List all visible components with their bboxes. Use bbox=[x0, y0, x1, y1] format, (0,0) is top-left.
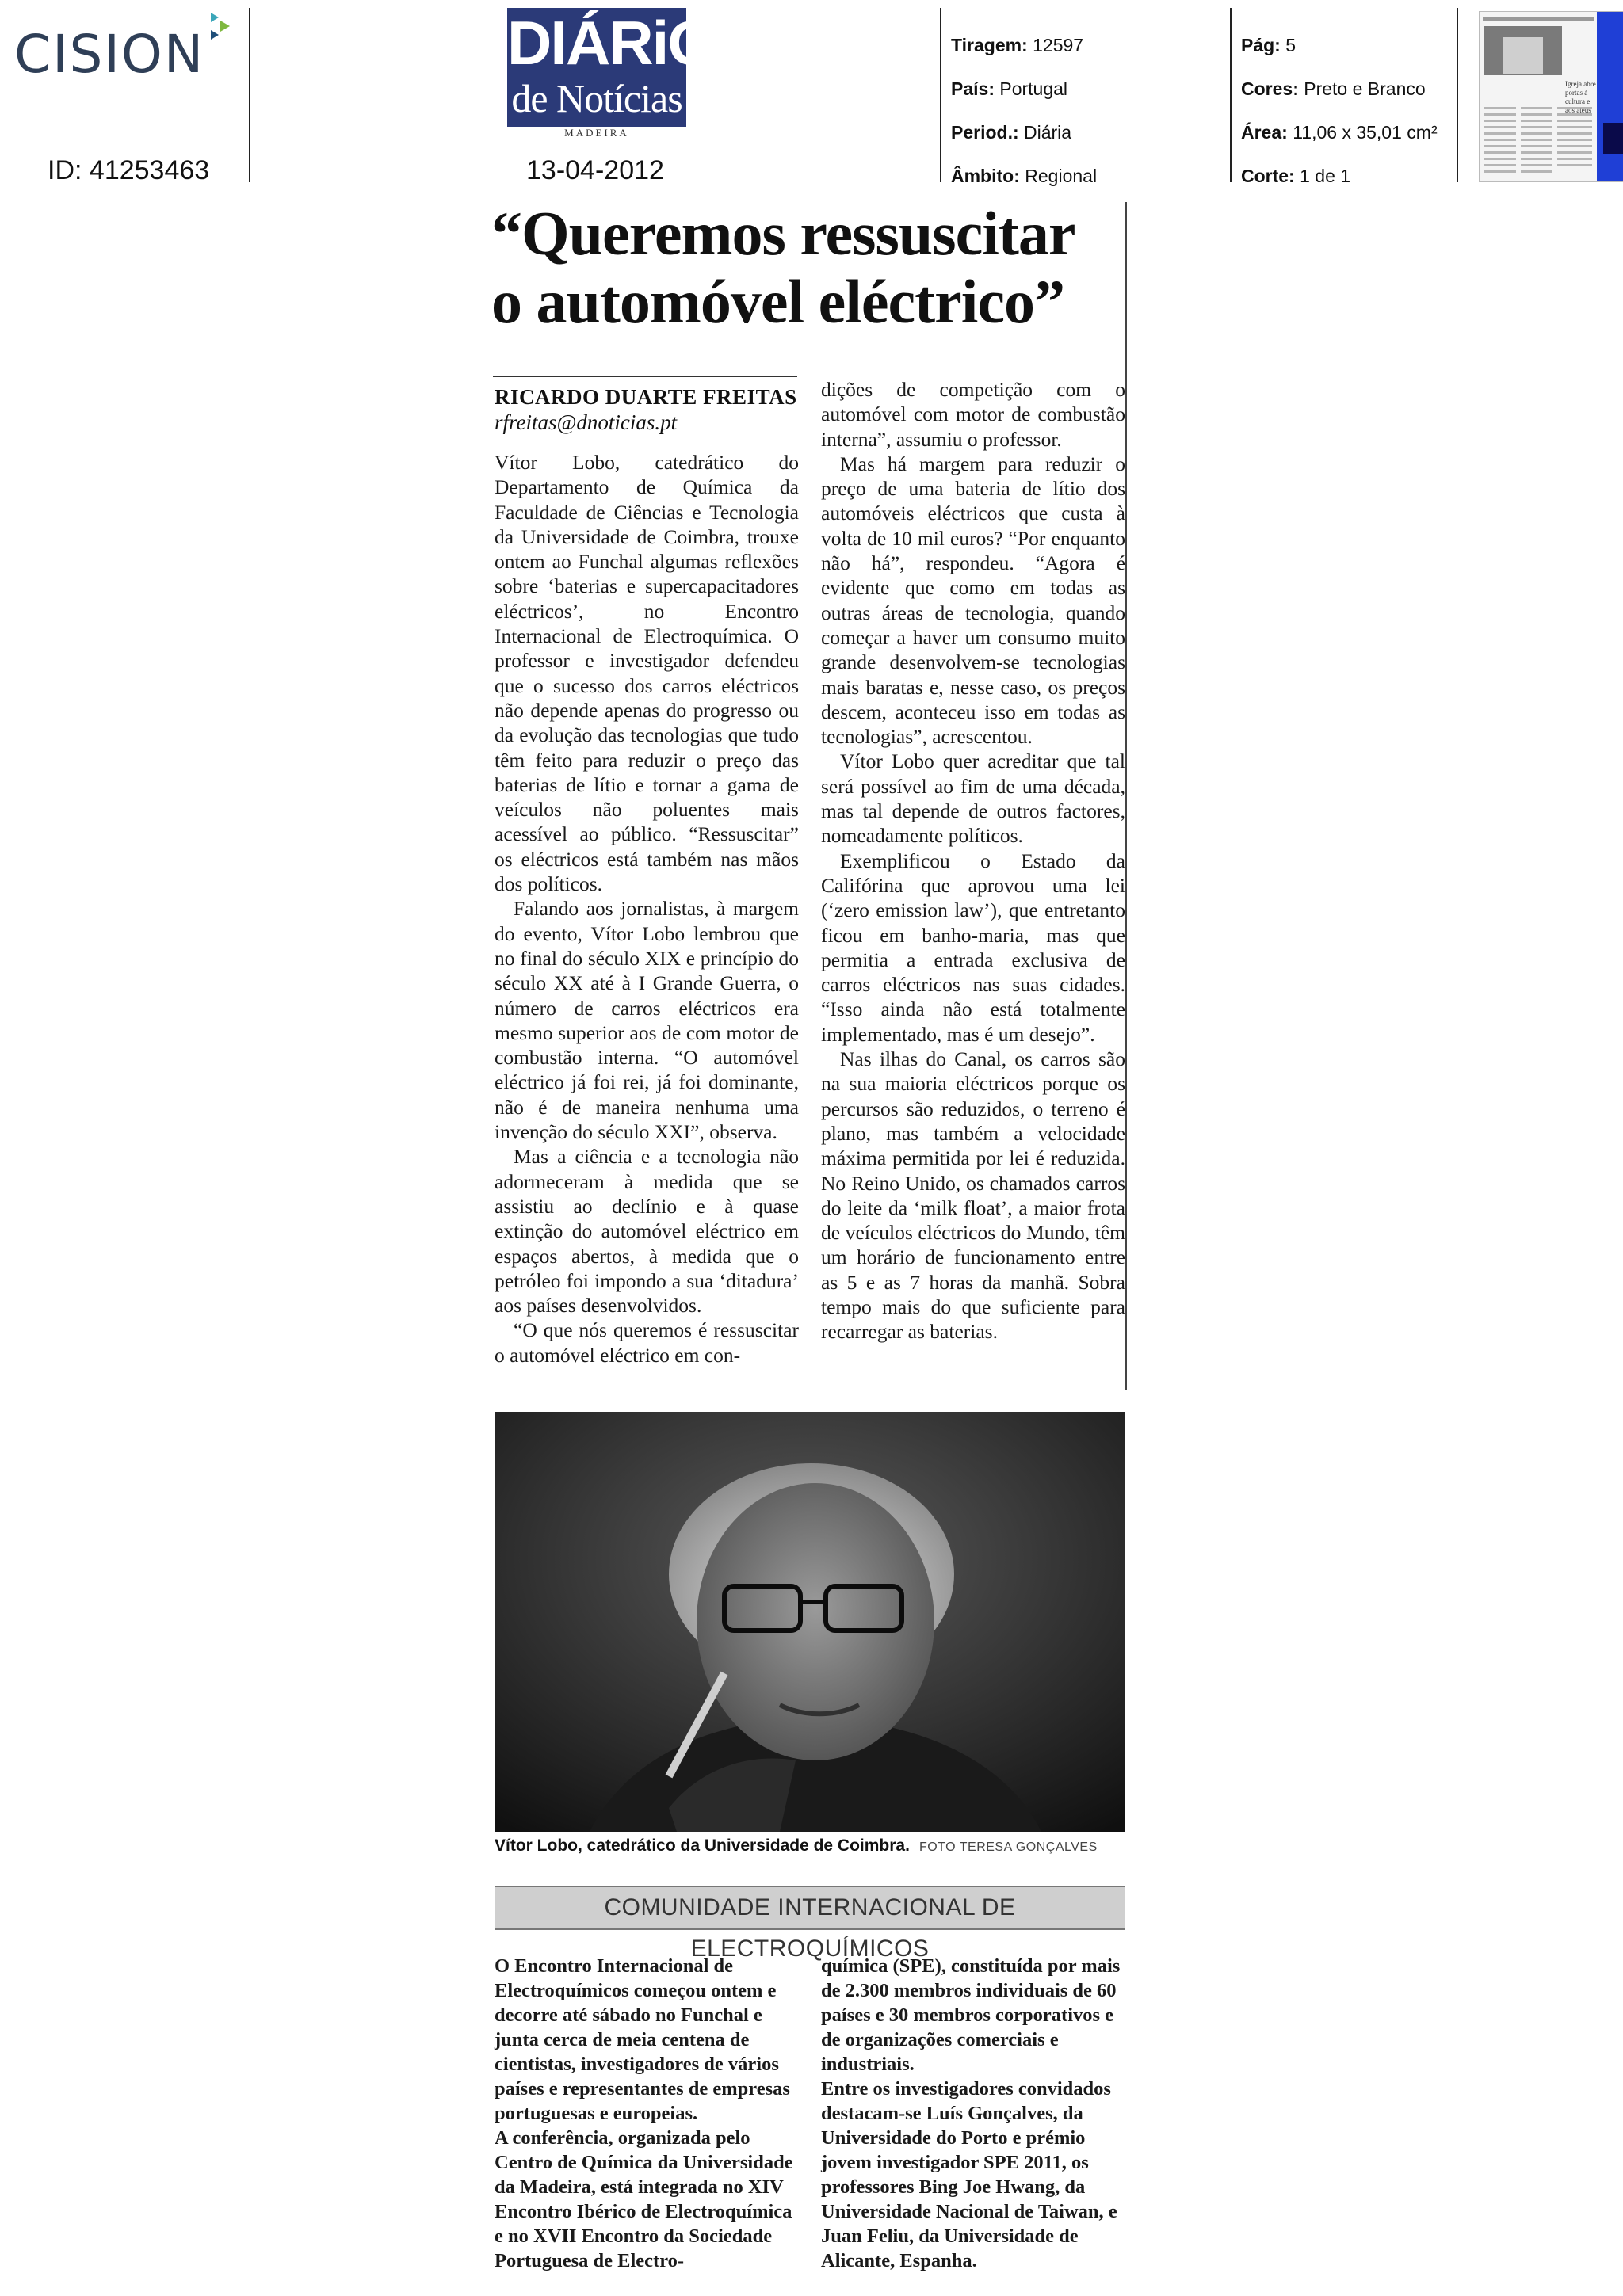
paragraph: Exemplificou o Estado da Califórina que aprovou uma lei (‘zero emission law’), que entretanto ficou em banho-maria, mas que permitia a entrada exclusiva de carros eléctricos nas suas cidades. “Isso ainda não está totalmente implementado, mas é um desejo”. bbox=[821, 849, 1125, 1046]
meta-pais: País: Portugal bbox=[951, 78, 1068, 99]
box-column-1 bbox=[495, 1954, 799, 2273]
newspaper-logo: DIÁRiO de Notícias bbox=[507, 8, 686, 127]
paragraph: “O que nós queremos é ressuscitar o automóvel eléctrico em con- bbox=[495, 1318, 799, 1367]
byline: RICARDO DUARTE FREITAS bbox=[495, 385, 797, 409]
paragraph: Mas a ciência e a tecnologia não adormeceram à medida que se assistiu ao declínio e à quase extinção do automóvel eléctrico em espaços abertos, à medida que o petróleo foi impondo a sua ‘ditadura’ aos países desenvolvidos. bbox=[495, 1145, 799, 1318]
author-email: rfreitas@dnoticias.pt bbox=[495, 410, 678, 434]
meta-area: Área: 11,06 x 35,01 cm² bbox=[1241, 122, 1438, 143]
photo-caption: Vítor Lobo, catedrático da Universidade de Coimbra. FOTO TERESA GONÇALVES bbox=[495, 1836, 1098, 1855]
paragraph: O Encontro Internacional de Electroquímicos começou ontem e decorre até sábado no Funchal e junta cerca de meia centena de cientistas, investigadores de vários países e representantes de empresas portuguesas e europeias. bbox=[495, 1955, 790, 2124]
article-column-1 bbox=[495, 450, 799, 1367]
paragraph: Falando aos jornalistas, à margem do evento, Vítor Lobo lembrou que no final do século XIX e princípio do século XX até à I Grande Guerra, o número de carros eléctricos era mesmo superior aos de com motor de combustão interna. “O automóvel eléctrico já foi rei, já foi dominante, não é de maneira nenhuma uma invenção do século XXI”, observa. bbox=[495, 897, 799, 1144]
paragraph: Vítor Lobo, catedrático do Departamento de Química da Faculdade de Ciências e Tecnologia da Universidade de Coimbra, trouxe ontem ao Funchal algumas reflexões sobre ‘baterias e supercapacitadores eléctricos’, no Encontro Internacional de Electroquímica. O professor e investigador defendeu que o sucesso dos carros eléctricos não depende apenas do progresso ou da evolução das tecnologias que tudo têm feito para reduzir o preço das baterias de lítio e tornar a gama de veículos não poluentes mais acessível ao público. “Ressuscitar” os eléctricos está também nas mãos dos políticos. bbox=[495, 451, 799, 896]
paragraph: química (SPE), constituída por mais de 2.300 membros individuais de 60 países e 30 membros corporativos e de organizações comerciais e industriais. bbox=[821, 1955, 1121, 2075]
page-thumbnail bbox=[1479, 11, 1623, 182]
header-divider bbox=[1230, 8, 1232, 182]
page-thumbnail-image bbox=[1480, 12, 1623, 181]
meta-ambito: Âmbito: Regional bbox=[951, 166, 1098, 186]
header-divider bbox=[1457, 8, 1458, 182]
meta-period: Period.: Diária bbox=[951, 122, 1072, 143]
photo-credit: FOTO TERESA GONÇALVES bbox=[918, 1840, 1098, 1854]
meta-corte: Corte: 1 de 1 bbox=[1241, 166, 1351, 186]
publication-date: 13-04-2012 bbox=[526, 155, 664, 185]
paragraph: dições de competição com o automóvel com motor de combustão interna”, assumiu o professor. bbox=[821, 378, 1125, 451]
meta-pag: Pág: 5 bbox=[1241, 35, 1296, 55]
cision-logo: CISION bbox=[14, 24, 205, 85]
header-divider bbox=[940, 8, 941, 182]
article-headline: “Queremos ressuscitar o automóvel eléctrico” bbox=[491, 199, 1075, 336]
meta-cores: Cores: Preto e Branco bbox=[1241, 78, 1426, 99]
paragraph: Vítor Lobo quer acreditar que tal será possível ao fim de uma década, mas tal depende de outros factores, nomeadamente políticos. bbox=[821, 749, 1125, 848]
paragraph: Entre os investigadores convidados destacam-se Luís Gonçalves, da Universidade do Porto e prémio jovem investigador SPE 2011, os professores Bing Joe Hwang, da Universidade Nacional de Taiwan, e Juan Feliu, da Universidade de Alicante, Espanha. bbox=[821, 2078, 1117, 2271]
column-separator bbox=[1125, 202, 1127, 1390]
byline-rule bbox=[493, 376, 797, 377]
paragraph: A conferência, organizada pelo Centro de Química da Universidade da Madeira, está integrada no XIV Encontro Ibérico de Electroquímica e no XVII Encontro da Sociedade Portuguesa de Electro- bbox=[495, 2127, 793, 2271]
newspaper-region: MADEIRA bbox=[564, 127, 629, 139]
paragraph: Mas há margem para reduzir o preço de uma bateria de lítio dos automóveis eléctricos que custa à volta de 10 mil euros? “Por enquanto não há”, respondeu. “Agora é evidente que como em todas as outras áreas de tecnologia, quando começar a haver um consumo muito grande desenvolvem-se tecnologias mais baratas e, nesse caso, os preços descem, aconteceu isso em todas as tecnologias”, acrescentou. bbox=[821, 452, 1125, 749]
cision-mark-icon bbox=[208, 11, 239, 48]
portrait-photo bbox=[495, 1412, 1125, 1832]
meta-block-1 bbox=[951, 24, 1097, 198]
box-column-2 bbox=[821, 1954, 1125, 2273]
article-column-2 bbox=[821, 377, 1125, 1344]
portrait-photo-image bbox=[495, 1412, 1125, 1832]
header-divider bbox=[249, 8, 250, 182]
meta-block-2 bbox=[1241, 24, 1438, 198]
sidebar-box-title: COMUNIDADE INTERNACIONAL DE ELECTROQUÍMICOS bbox=[495, 1886, 1125, 1930]
meta-tiragem: Tiragem: 12597 bbox=[951, 35, 1084, 55]
paragraph: Nas ilhas do Canal, os carros são na sua maioria eléctricos porque os percursos são reduzidos, o terreno é plano, mas também a velocidade máxima permitida por lei é reduzida. No Reino Unido, os chamados carros do leite da ‘milk float’, a maior frota de veículos eléctricos do Mundo, têm um horário de funcionamento entre as 5 e as 7 horas da manhã. Sobra tempo mais do que suficiente para recarregar as baterias. bbox=[821, 1047, 1125, 1344]
clip-id: ID: 41253463 bbox=[48, 155, 210, 185]
thumbnail-heading: Igreja abre portas à cultura e aos ateus bbox=[1565, 80, 1596, 114]
